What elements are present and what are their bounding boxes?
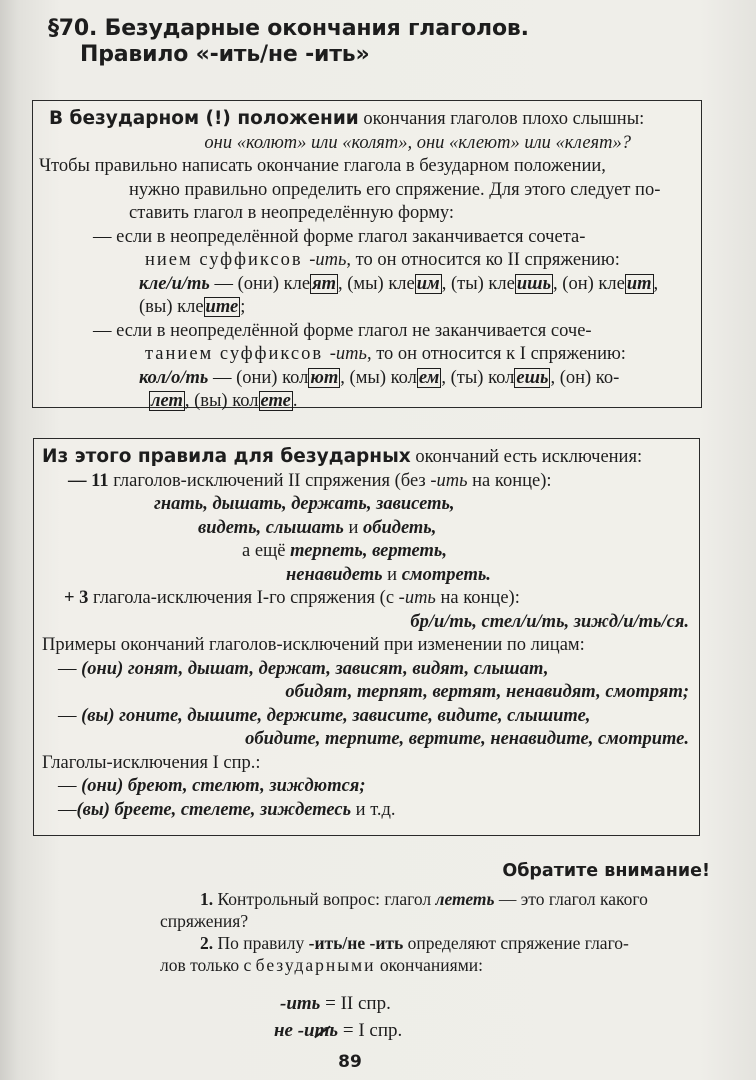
exception-verbs: обидеть, [363, 517, 437, 538]
rule-text: , то он относится ко II спряжению: [346, 250, 620, 270]
crossed-letter: т [315, 1017, 330, 1044]
rule-line [49, 273, 691, 297]
notes-section [150, 860, 710, 1044]
note-number: 2. [200, 933, 214, 953]
exception-verbs: ненавидеть [286, 564, 383, 585]
exceptions-line: Глаголы-исключения I спр.: [42, 752, 261, 773]
exception-verbs: (вы) бреете, стелете, зиждетесь [76, 799, 352, 820]
formula-ii [150, 990, 710, 1017]
rule-text: , (вы) кол [184, 391, 259, 411]
exceptions-text: на конце): [435, 588, 520, 608]
formula-i [150, 1017, 710, 1044]
exception-verbs: (вы) гоните, дышите, держите, зависите, видите, слышите, [81, 705, 591, 726]
exceptions-text: — [58, 776, 82, 796]
rule-text: окончания глаголов плохо слышны: [358, 109, 645, 129]
rule-text: , (он) ко- [550, 367, 620, 388]
example-word: кол/о/ть [139, 367, 209, 388]
exceptions-count: + 3 [64, 588, 89, 608]
exceptions-line: обидят, терпят, вертят, ненавидят, смотрят; [285, 682, 689, 702]
rule-line [49, 107, 691, 132]
exceptions-line: Примеры окончаний глаголов-исключений при изменении по лицам: [42, 635, 585, 655]
rule-heading: В безударном (!) положении [49, 108, 359, 129]
formula-suffix: не -и [274, 1020, 315, 1041]
ending-box: ят [312, 273, 336, 294]
rule-text: ; [240, 297, 246, 317]
suffix-text: -ить [329, 344, 367, 364]
rule-line [49, 249, 691, 273]
note-text: лов только с [160, 955, 256, 975]
rule-line: Чтобы правильно написать окончание глагола в безударном положении, [39, 156, 606, 176]
rule-text: (вы) кле [139, 297, 204, 317]
exceptions-text: — [58, 799, 77, 820]
notes-heading: Обратите внимание! [502, 861, 710, 881]
rule-line: — если в неопределённой форме глагол заканчивается сочета- [93, 226, 586, 247]
rule-text: танием суффиксов [145, 344, 330, 364]
exception-verbs: терпеть, вертеть, [290, 541, 447, 561]
exceptions-text: а ещё [242, 541, 291, 561]
exceptions-line [42, 564, 689, 588]
note-2 [150, 932, 710, 954]
rule-line [49, 296, 691, 320]
exceptions-line [42, 540, 689, 564]
ending-box: ют [310, 367, 339, 388]
exceptions-text: — [58, 705, 82, 726]
rule-line: ставить глагол в неопределённую форму: [129, 203, 455, 223]
note-text: По правилу [213, 933, 309, 953]
exceptions-text: на конце): [467, 470, 552, 491]
section-title-line2: Правило «-ить/не -ить» [80, 42, 370, 67]
rule-line: они «колют» или «колят», они «клеют» или «клеят»? [204, 132, 631, 153]
ending-box: ете [260, 391, 291, 411]
rule-text: , (он) кле [553, 273, 625, 294]
exception-verbs: (они) гонят, дышат, держат, зависят, видят, слышат, [81, 658, 549, 679]
formula-result: = I спр. [338, 1020, 403, 1041]
note-text: Контрольный вопрос: глагол [213, 889, 436, 909]
exceptions-text: и [343, 517, 363, 538]
exceptions-text: и [382, 564, 402, 585]
exceptions-line [42, 799, 689, 823]
note-2-cont [150, 954, 710, 976]
suffix-text: -ить [309, 250, 347, 270]
page-number: 89 [338, 1052, 362, 1072]
formula-suffix: ь [329, 1020, 339, 1041]
note-text: определяют спряжение глаго- [403, 933, 629, 953]
ending-box: им [416, 273, 440, 294]
rule-line [49, 390, 691, 414]
exceptions-line [42, 470, 689, 494]
ending-box: ишь [516, 273, 552, 294]
ending-box: ем [418, 367, 440, 388]
rule-text: нием суффиксов [145, 250, 310, 270]
exception-verbs: (они) бреют, стелют, зиждются; [81, 776, 366, 796]
rule-line: нужно правильно определить его спряжение. Для этого следует по- [129, 179, 661, 200]
exceptions-text: — [58, 658, 82, 679]
rule-text: , (мы) кле [337, 273, 415, 294]
formula-suffix: -ить [280, 993, 321, 1014]
rule-text: — (они) кле [209, 273, 311, 294]
exception-verbs: смотреть. [401, 564, 491, 585]
example-word: кле/и/ть [139, 273, 210, 294]
ending-box: ит [626, 273, 652, 294]
note-1 [150, 888, 710, 910]
exceptions-line [42, 445, 689, 470]
exceptions-line: обидите, терпите, вертите, ненавидите, смотрите. [245, 729, 689, 749]
note-word: лететь [435, 889, 495, 909]
rule-text: , (ты) кол [441, 367, 515, 388]
ending-box: лет [151, 391, 183, 411]
ending-box: ите [205, 297, 239, 317]
exceptions-line [42, 775, 689, 799]
rule-text: , (ты) кле [441, 273, 515, 294]
exceptions-line [42, 658, 689, 682]
exceptions-box [33, 438, 700, 836]
section-title [48, 16, 728, 68]
note-text: окончаниями: [375, 955, 484, 975]
exceptions-text: окончаний есть исключения: [410, 447, 643, 467]
note-text: — это глагол какого [494, 889, 648, 909]
rule-text: , [653, 273, 659, 294]
rule-line [49, 367, 691, 391]
exceptions-count: — 11 [68, 470, 109, 491]
rule-line: — если в неопределённой форме глагол не заканчивается соче- [93, 320, 592, 341]
exceptions-line [42, 587, 689, 611]
exceptions-text: глагола-исключения I-го спряжения (с [88, 588, 399, 608]
note-1-cont: спряжения? [160, 911, 249, 931]
exceptions-text: глаголов-исключений II спряжения (без [108, 470, 431, 491]
rule-text: , то он относится к I спряжению: [366, 344, 626, 364]
exception-verbs: видеть, слышать [198, 517, 344, 538]
section-title-line1: §70. Безударные окончания глаголов. [48, 16, 529, 41]
exceptions-line [42, 517, 689, 541]
rule-text: — (они) кол [208, 367, 309, 388]
rule-text: . [292, 391, 298, 411]
formula-result: = II спр. [320, 993, 391, 1014]
exceptions-line: бр/и/ть, стел/и/ть, зижд/и/ть/ся. [410, 611, 689, 632]
rule-text: , (мы) кол [340, 367, 417, 388]
ending-box: ешь [516, 367, 549, 388]
exceptions-heading: Из этого правила для безударных [42, 446, 411, 467]
suffix-text: -ить [430, 470, 468, 491]
rule-line [49, 343, 691, 367]
exceptions-line: гнать, дышать, держать, зависеть, [154, 494, 455, 514]
rule-box [32, 100, 702, 411]
note-word: -ить/не -ить [308, 933, 404, 953]
suffix-text: -ить [398, 588, 436, 608]
exceptions-line [42, 705, 689, 729]
exceptions-text: и т.д. [351, 799, 396, 820]
note-word: безударными [255, 955, 376, 975]
note-number: 1. [200, 889, 214, 909]
